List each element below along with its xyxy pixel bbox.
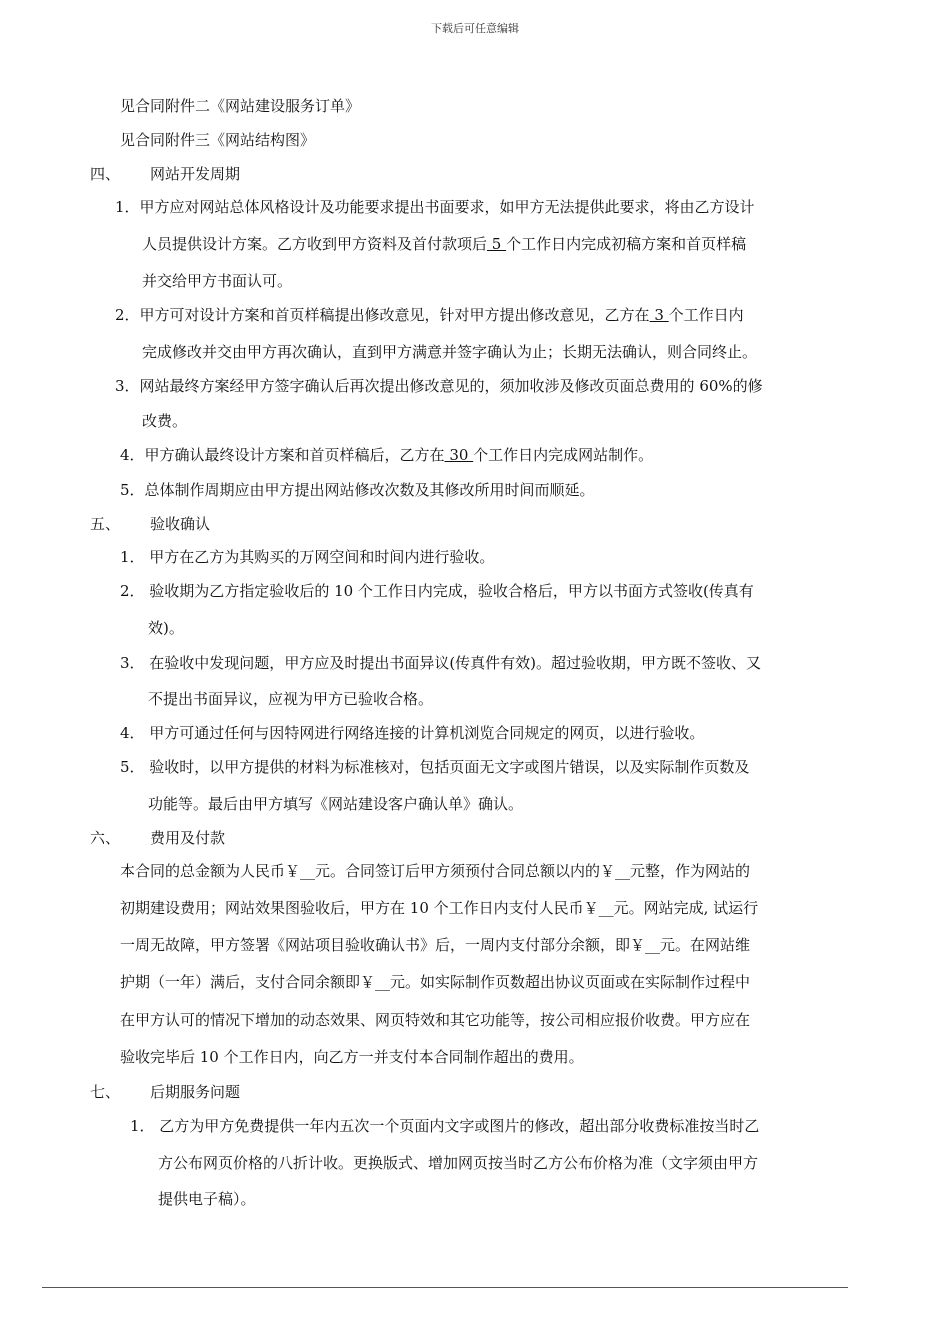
section-5-number: 五、 [90,515,121,533]
s4-item-1-line-a: 1．甲方应对网站总体风格设计及功能要求提出书面要求，如甲方无法提供此要求，将由乙方设计 [115,198,755,216]
s5-item-3-line-a: 3． 在验收中发现问题，甲方应及时提出书面异议(传真件有效)。超过验收期，甲方既不签收、又 [120,654,762,672]
s5-item-4: 4． 甲方可通过任何与因特网进行网络连接的计算机浏览合同规定的网页，以进行验收。 [120,724,705,742]
s4-item-4-text-pre: 4．甲方确认最终设计方案和首页样稿后，乙方在 [120,446,445,464]
s4-item-2-text-post: 个工作日内 [668,306,744,324]
s4-item-2-text-pre: 2．甲方可对设计方案和首页样稿提出修改意见，针对甲方提出修改意见，乙方在 [115,306,650,324]
s5-item-5-line-b: 功能等。最后由甲方填写《网站建设客户确认单》确认。 [148,795,524,813]
section-5-title: 验收确认 [150,515,211,533]
build-days-value: 30 [444,446,474,464]
footer-divider [42,1287,848,1288]
s5-item-2-line-b: 效)。 [148,619,184,637]
section-7-heading [90,1082,240,1102]
s4-item-1-text-pre: 人员提供设计方案。乙方收到甲方资料及首付款项后 [142,235,488,253]
s7-item-1-line-c: 提供电子稿）。 [158,1190,256,1208]
attachment-line-3: 见合同附件三《网站结构图》 [120,131,316,149]
s4-item-5: 5．总体制作周期应由甲方提出网站修改次数及其修改所用时间而顺延。 [120,481,595,499]
s4-item-4-text-post: 个工作日内完成网站制作。 [473,446,654,464]
s4-item-1-line-c: 并交给甲方书面认可。 [142,272,293,290]
s5-item-2-line-a: 2． 验收期为乙方指定验收后的 10 个工作日内完成，验收合格后，甲方以书面方式签收(传真有 [120,582,754,600]
s6-paragraph-line: 验收完毕后 10 个工作日内，向乙方一并支付本合同制作超出的费用。 [120,1048,584,1066]
s6-paragraph-line: 本合同的总金额为人民币￥__元。合同签订后甲方须预付合同总额以内的￥__元整，作为网站的 [120,862,751,880]
s4-item-1-line-b [142,234,746,254]
section-7-title: 后期服务问题 [150,1083,241,1101]
attachment-line-2: 见合同附件二《网站建设服务订单》 [120,97,361,115]
s4-item-2-line-b: 完成修改并交由甲方再次确认，直到甲方满意并签字确认为止；长期无法确认，则合同终止。 [142,343,758,361]
section-4-title: 网站开发周期 [150,165,241,183]
s4-item-4 [120,445,653,465]
section-7-number: 七、 [90,1083,121,1101]
revision-days-value: 3 [649,306,669,324]
section-4-number: 四、 [90,165,121,183]
section-6-title: 费用及付款 [150,829,226,847]
s4-item-2-line-a [115,305,744,325]
s5-item-3-line-b: 不提出书面异议，应视为甲方已验收合格。 [148,690,434,708]
s4-item-3-line-b: 改费。 [142,412,188,430]
s4-item-1-text-post: 个工作日内完成初稿方案和首页样稿 [506,235,747,253]
section-6-heading [90,828,225,848]
s4-item-3-line-a: 3．网站最终方案经甲方签字确认后再次提出修改意见的，须加收涉及修改页面总费用的 60%的修 [115,377,763,395]
section-5-heading [90,514,210,534]
s6-paragraph-line: 初期建设费用；网站效果图验收后，甲方在 10 个工作日内支付人民币￥__元。网站完成, 试运行 [120,899,759,917]
s5-item-5-line-a: 5． 验收时，以甲方提供的材料为标准核对，包括页面无文字或图片错误，以及实际制作页数及 [120,758,750,776]
design-days-value: 5 [487,235,507,253]
page-header: 下载后可任意编辑 [431,22,519,35]
s6-paragraph-line: 一周无故障，甲方签署《网站项目验收确认书》后，一周内支付部分余额，即￥__元。在网站维 [120,936,751,954]
section-6-number: 六、 [90,829,121,847]
s6-paragraph-line: 在甲方认可的情况下增加的动态效果、网页特效和其它功能等，按公司相应报价收费。甲方应在 [120,1011,751,1029]
s7-item-1-line-b: 方公布网页价格的八折计收。更换版式、增加网页按当时乙方公布价格为准（文字须由甲方 [158,1154,759,1172]
section-4-heading [90,164,240,184]
s5-item-1: 1． 甲方在乙方为其购买的万网空间和时间内进行验收。 [120,548,495,566]
s6-paragraph-line: 护期（一年）满后，支付合同余额即￥__元。如实际制作页数超出协议页面或在实际制作过程中 [120,973,751,991]
s7-item-1-line-a: 1． 乙方为甲方免费提供一年内五次一个页面内文字或图片的修改，超出部分收费标准按当时乙 [130,1117,760,1135]
